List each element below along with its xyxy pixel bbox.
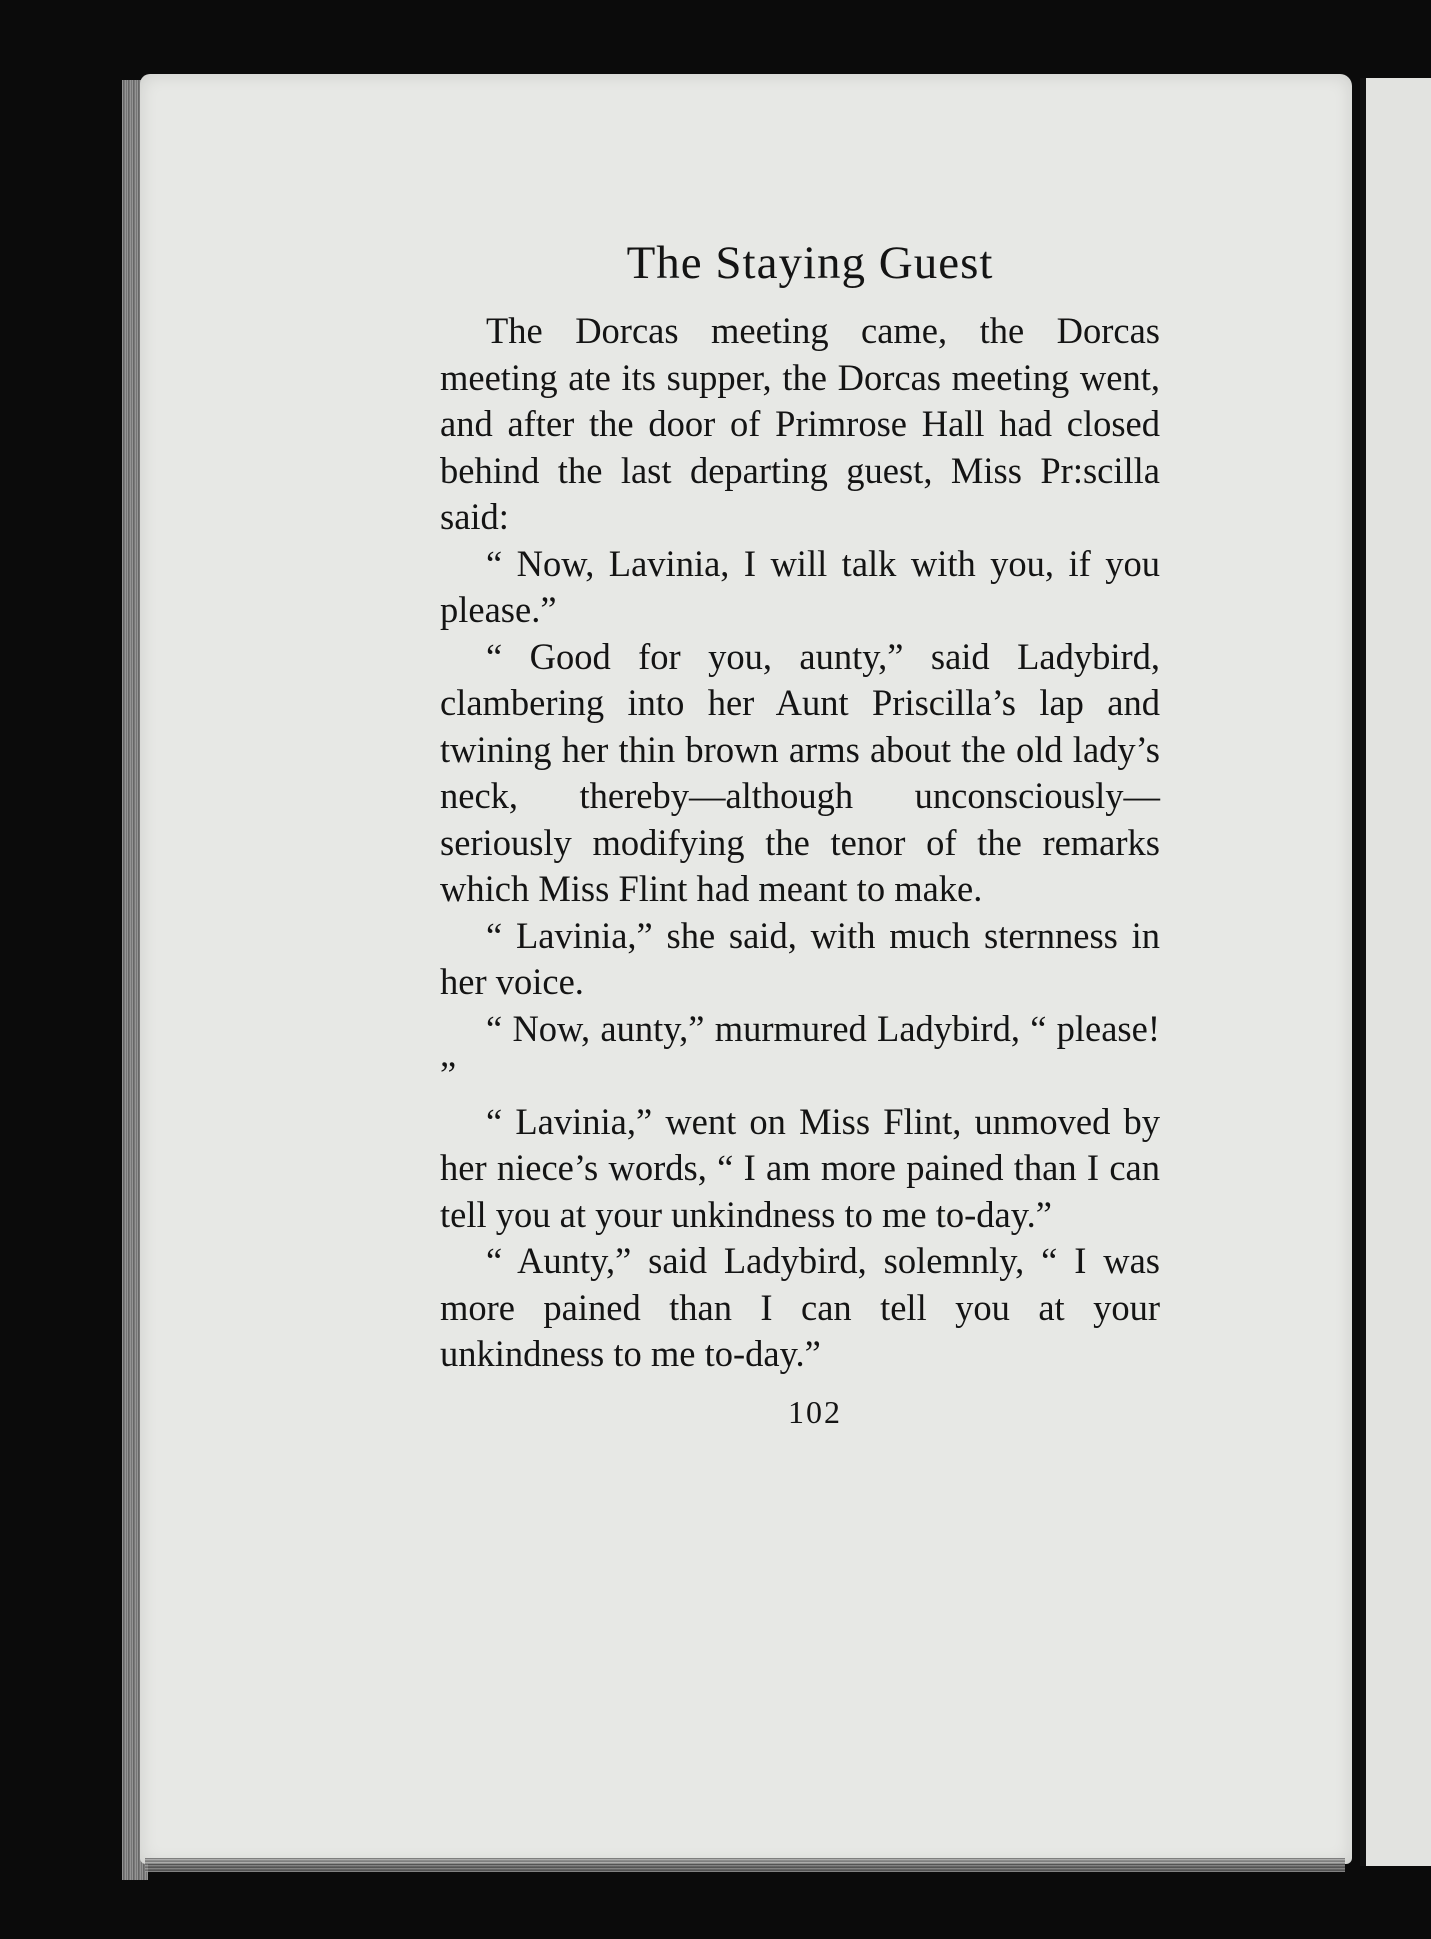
running-head: The Staying Guest [626,237,994,289]
paragraph: The Dorcas meeting came, the Dorcas meeting ate its supper, the Dorcas meeting went, and after the door of Primrose Hall had closed behind the last departing guest, Miss Pr:scilla said: [440,310,1160,537]
page-text-block [440,236,1160,1431]
paragraph: “ Aunty,” said Ladybird, solemnly, “ I was more pained than I can tell you at your unkindness to me to-day.” [440,1240,1160,1374]
paragraph: “ Now, Lavinia, I will talk with you, if you please.” [440,542,1160,630]
paragraph: “ Good for you, aunty,” said Ladybird, clambering into her Aunt Priscilla’s lap and twining her thin brown arms about the old lady’s neck, thereby—although unconsciously—seriously modifying the tenor of the remarks which Miss Flint had meant to make. [440,635,1160,909]
paragraph: “ Lavinia,” went on Miss Flint, unmoved by her niece’s words, “ I am more pained than I can tell you at your unkindness to me to-day.” [440,1100,1160,1235]
book-page-edges-bottom [145,1858,1345,1872]
paragraph: “ Now, aunty,” murmured Ladybird, “ please! ” [440,1007,1160,1095]
adjacent-page [1360,78,1431,1866]
page-number: 102 [788,1393,842,1430]
paragraph: “ Lavinia,” she said, with much sternness in her voice. [440,914,1160,1002]
